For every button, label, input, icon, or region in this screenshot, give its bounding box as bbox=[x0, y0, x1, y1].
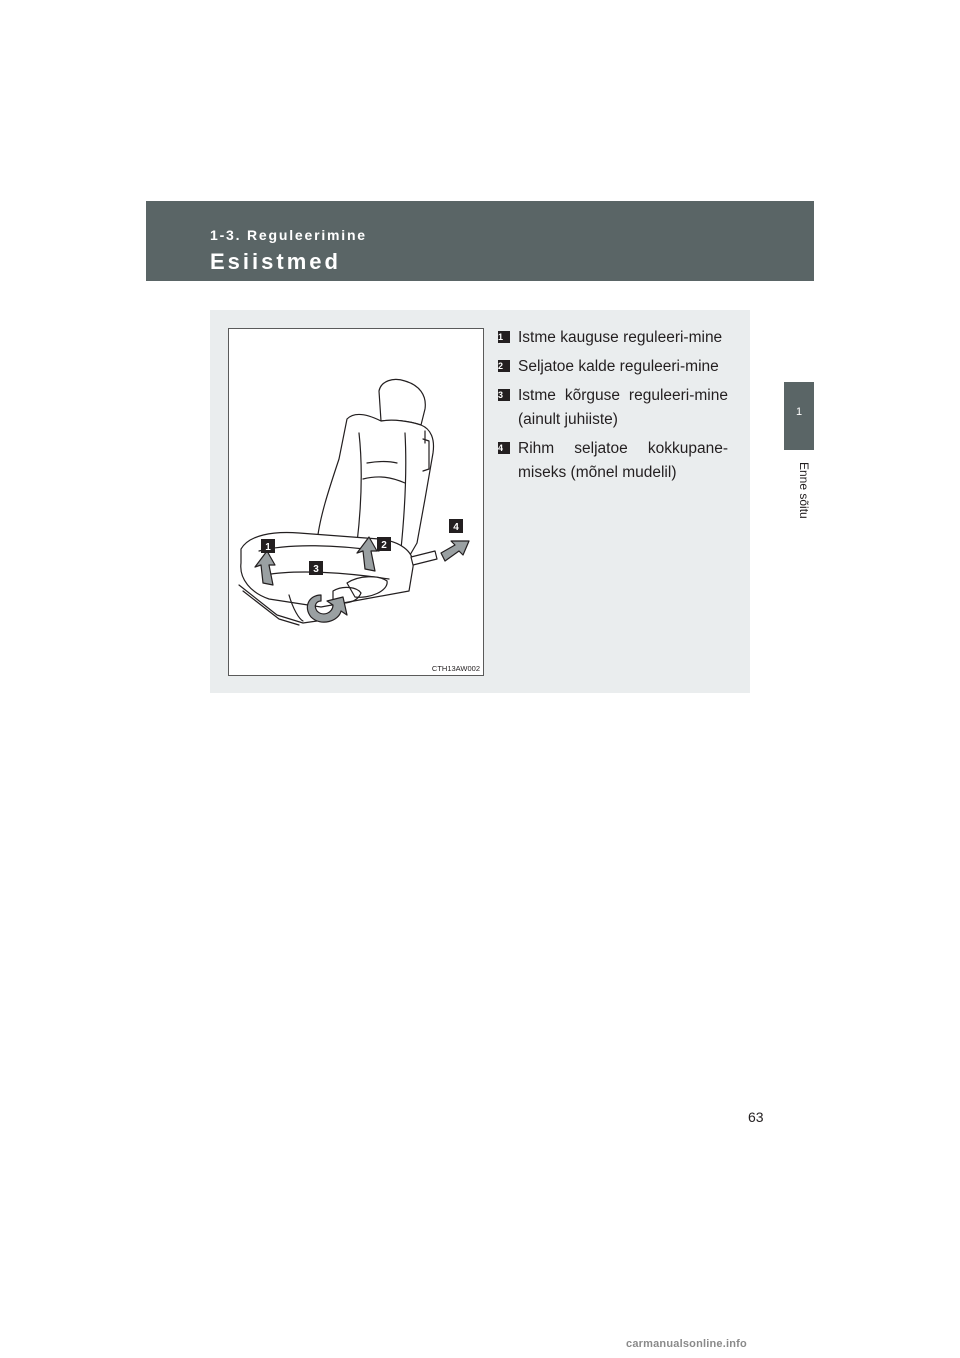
page-header bbox=[146, 201, 814, 281]
legend-list bbox=[498, 326, 728, 490]
legend-text: Istme kõrguse reguleeri-mine (ainult juhiiste) bbox=[518, 387, 728, 428]
arrow-4 bbox=[441, 541, 469, 561]
legend-item bbox=[498, 326, 728, 350]
chapter-tab bbox=[784, 382, 814, 450]
seat-drawing bbox=[229, 329, 483, 675]
number-badge: 4 bbox=[498, 442, 510, 454]
chapter-number: 1 bbox=[795, 406, 803, 418]
callout-1-label: 1 bbox=[265, 542, 271, 553]
legend-text: Seljatoe kalde reguleeri-mine bbox=[518, 358, 719, 375]
number-badge: 2 bbox=[498, 360, 510, 372]
headrest-outline bbox=[379, 379, 425, 425]
number-badge: 1 bbox=[498, 331, 510, 343]
figure-code: CTH13AW002 bbox=[431, 664, 480, 673]
content-box bbox=[210, 310, 750, 693]
number-badge: 3 bbox=[498, 389, 510, 401]
chapter-label: Enne sõitu bbox=[797, 462, 811, 519]
legend-item bbox=[498, 355, 728, 379]
legend-text: Istme kauguse reguleeri-mine bbox=[518, 329, 723, 346]
callout-2-label: 2 bbox=[381, 540, 387, 551]
page-title: Esiistmed bbox=[210, 249, 341, 274]
legend-item bbox=[498, 437, 728, 485]
watermark[interactable]: carmanualsonline.info bbox=[626, 1338, 747, 1350]
seat-illustration bbox=[228, 328, 484, 676]
callout-3-label: 3 bbox=[313, 564, 319, 575]
section-label: 1-3. Reguleerimine bbox=[210, 227, 367, 243]
callout-4-label: 4 bbox=[453, 522, 459, 533]
page-number: 63 bbox=[748, 1109, 764, 1125]
legend-item bbox=[498, 384, 728, 432]
legend-text: Rihm seljatoe kokkupane-miseks (mõnel mudelil) bbox=[518, 440, 728, 481]
